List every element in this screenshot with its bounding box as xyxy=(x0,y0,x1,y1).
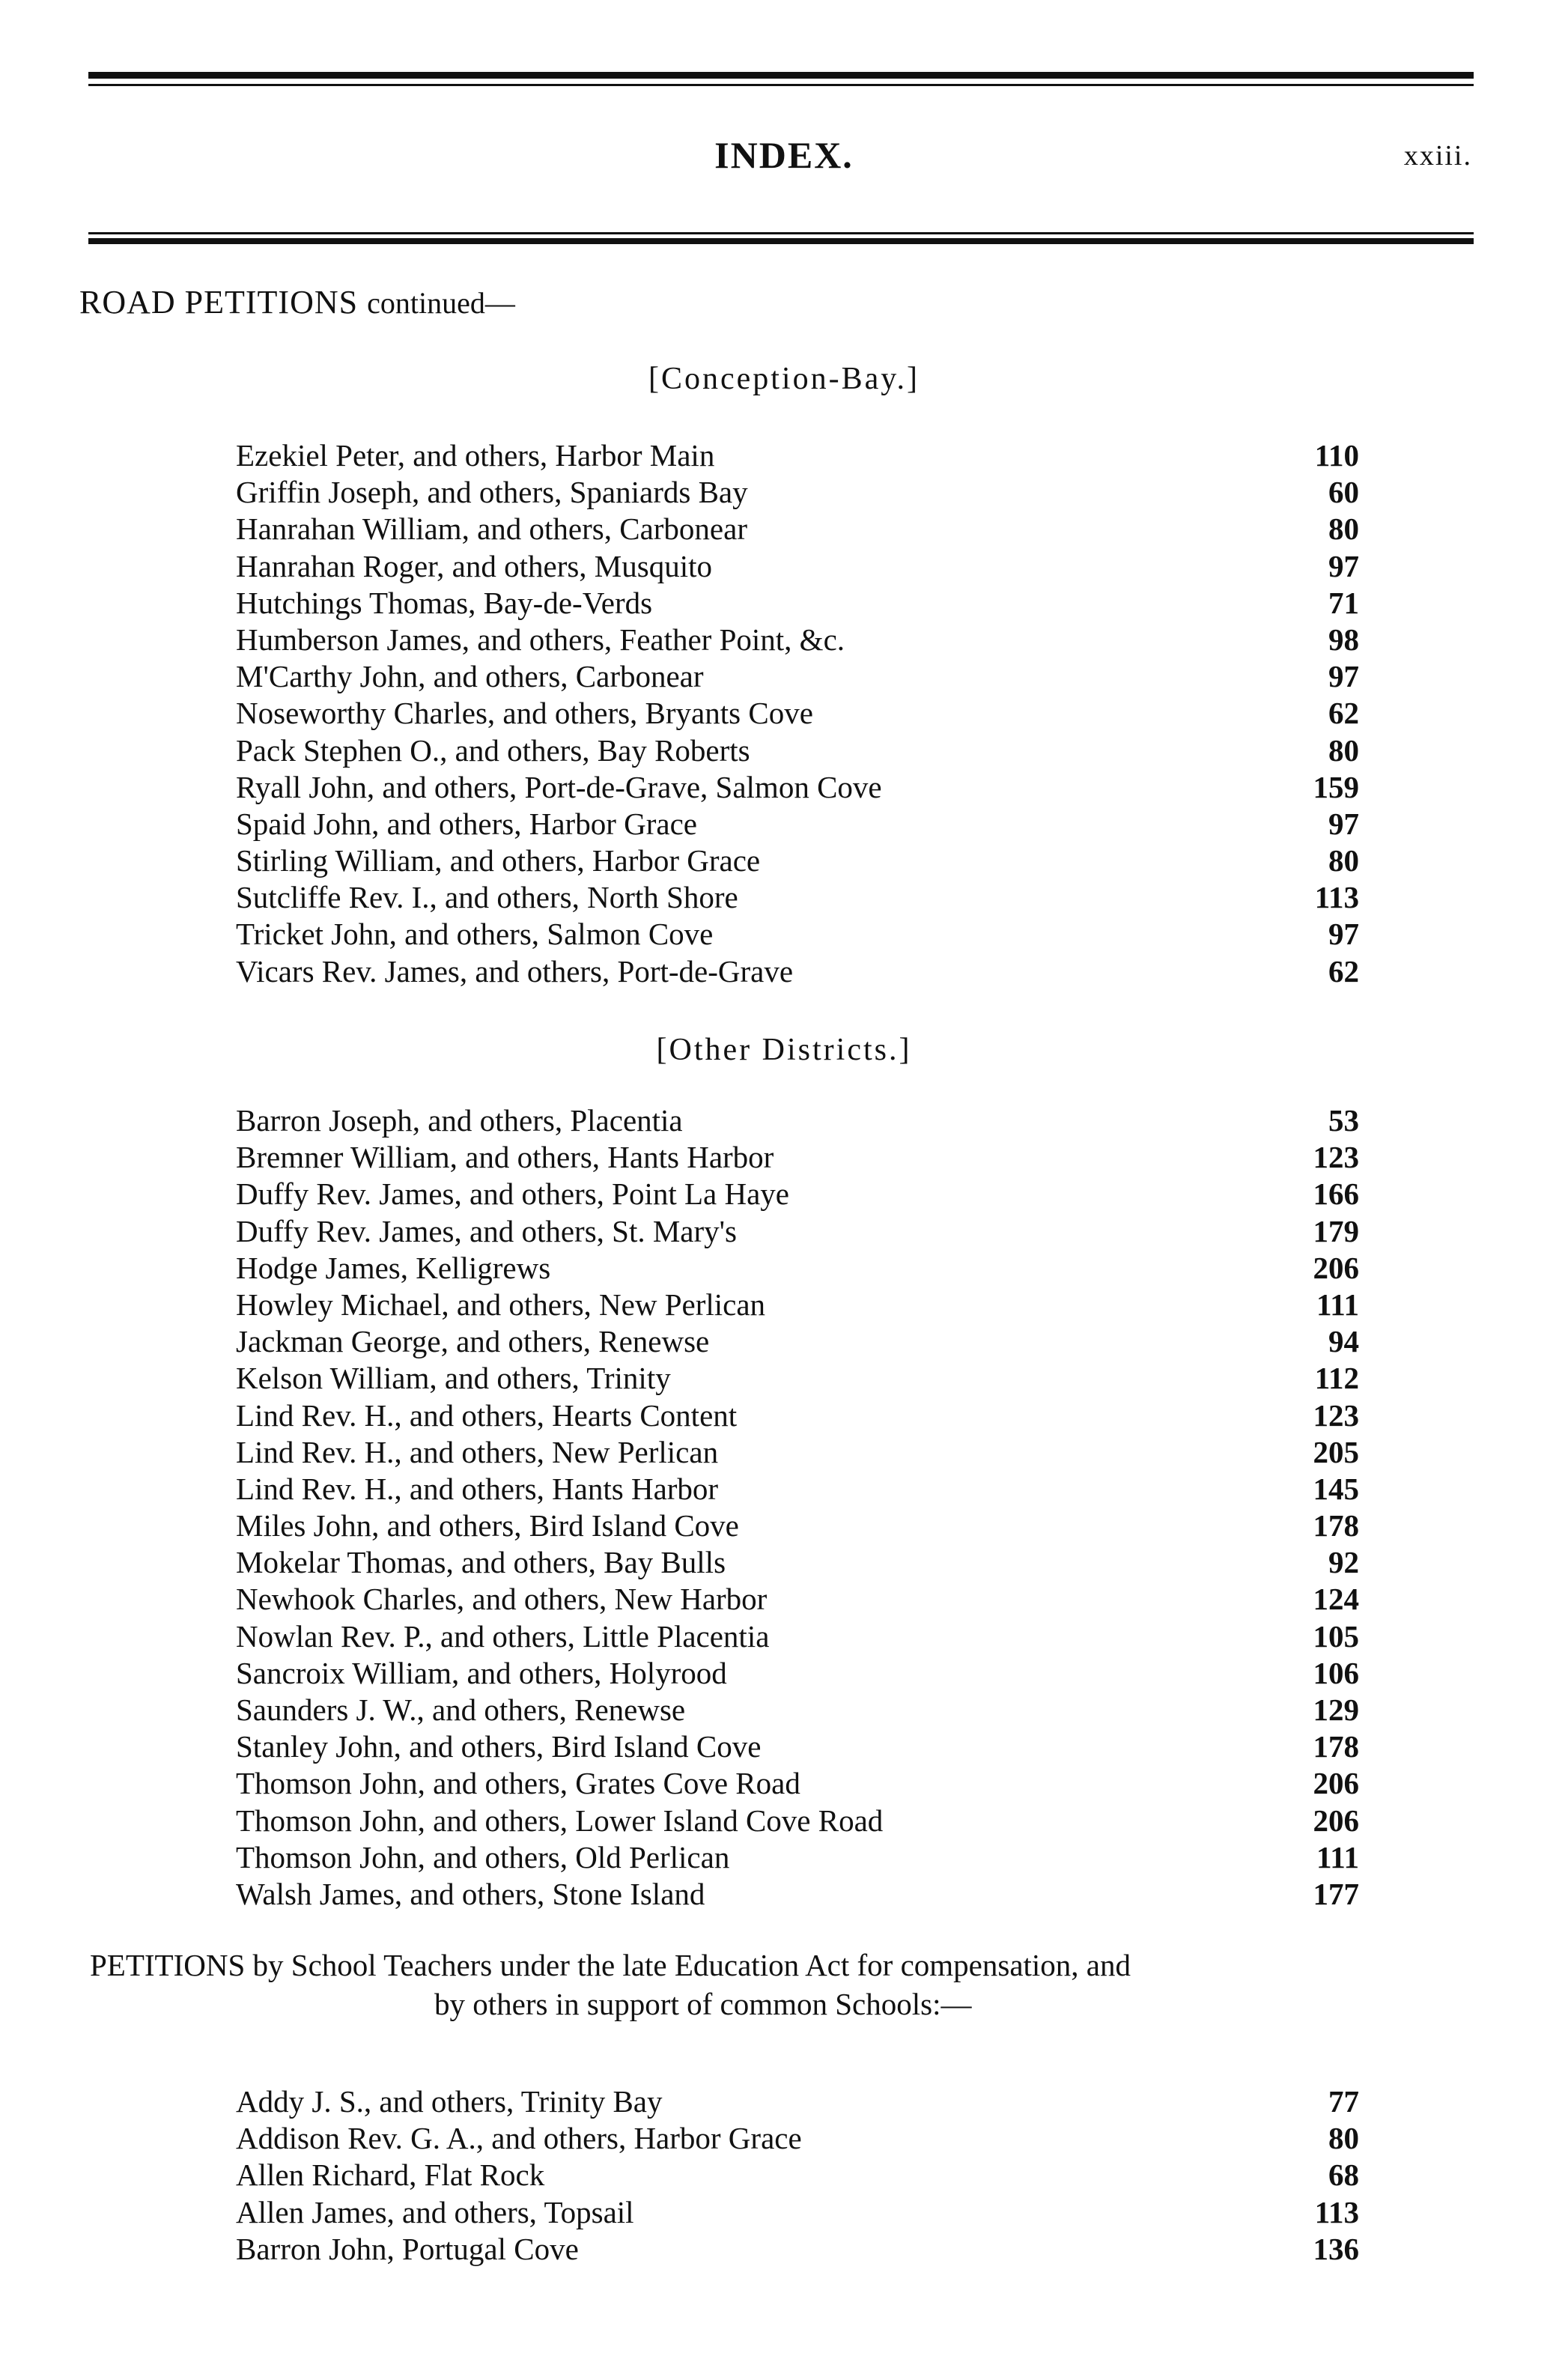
index-entry xyxy=(236,2120,1359,2157)
entry-page-number: 179 xyxy=(1313,1213,1359,1248)
entry-name: Hutchings Thomas, Bay-de-Verds xyxy=(236,585,653,620)
entry-name: Thomson John, and others, Old Perlican xyxy=(236,1839,730,1874)
road-petitions-heading-text: ROAD PETITIONS xyxy=(79,284,359,321)
entry-page-number: 62 xyxy=(1328,696,1359,731)
page-title: INDEX. xyxy=(714,134,854,176)
entry-name: Sutcliffe Rev. I., and others, North Shore xyxy=(236,880,738,915)
entry-name: Griffin Joseph, and others, Spaniards Bay xyxy=(236,475,748,510)
entry-name: Hodge James, Kelligrews xyxy=(236,1250,551,1285)
index-entry xyxy=(236,548,1359,585)
petitions-heading-line1: PETITIONS by School Teachers under the late Education Act for compensation, and xyxy=(90,1948,1131,1982)
entry-name: Walsh James, and others, Stone Island xyxy=(236,1876,705,1911)
entry-page-number: 112 xyxy=(1314,1361,1359,1396)
entry-page-number: 80 xyxy=(1328,511,1359,547)
index-entry xyxy=(236,1250,1359,1287)
index-entry xyxy=(236,1839,1359,1876)
entry-page-number: 177 xyxy=(1313,1876,1359,1911)
index-entry xyxy=(236,2083,1359,2120)
index-entry xyxy=(236,1213,1359,1250)
index-entry xyxy=(236,2157,1359,2193)
entry-page-number: 106 xyxy=(1313,1655,1359,1690)
group-title-conception-bay: [Conception-Bay.] xyxy=(648,362,920,396)
entry-name: Noseworthy Charles, and others, Bryants Cove xyxy=(236,696,813,731)
entry-name: Pack Stephen O., and others, Bay Roberts xyxy=(236,732,750,768)
entry-name: Spaid John, and others, Harbor Grace xyxy=(236,806,697,841)
petitions-heading xyxy=(90,1946,1483,2023)
entry-page-number: 178 xyxy=(1313,1729,1359,1764)
index-entry xyxy=(236,2194,1359,2231)
entry-page-number: 123 xyxy=(1313,1397,1359,1433)
entry-page-number: 53 xyxy=(1328,1103,1359,1138)
index-entry xyxy=(236,1692,1359,1728)
entry-page-number: 205 xyxy=(1313,1434,1359,1469)
entry-name: Hanrahan William, and others, Carbonear xyxy=(236,511,747,547)
entry-name: Howley Michael, and others, New Perlican xyxy=(236,1287,766,1322)
petitions-heading-line2: by others in support of common Schools:— xyxy=(434,1987,972,2021)
index-entry xyxy=(236,769,1359,806)
entry-page-number: 124 xyxy=(1313,1582,1359,1617)
entry-name: Bremner William, and others, Hants Harbor xyxy=(236,1140,774,1175)
entry-name: Kelson William, and others, Trinity xyxy=(236,1361,671,1396)
entry-page-number: 110 xyxy=(1314,438,1359,473)
index-entry xyxy=(236,806,1359,842)
road-petitions-heading-suffix: continued— xyxy=(367,286,515,320)
index-entry xyxy=(236,695,1359,732)
entry-name: Newhook Charles, and others, New Harbor xyxy=(236,1582,768,1617)
header-rule-thick xyxy=(88,238,1474,244)
index-entry xyxy=(236,1139,1359,1176)
road-petitions-heading xyxy=(79,283,515,321)
entry-name: Addy J. S., and others, Trinity Bay xyxy=(236,2084,663,2119)
index-entry xyxy=(236,1434,1359,1471)
entry-name: Miles John, and others, Bird Island Cove xyxy=(236,1508,739,1543)
index-entry xyxy=(236,585,1359,622)
entry-page-number: 62 xyxy=(1328,953,1359,989)
entry-page-number: 60 xyxy=(1328,475,1359,510)
entry-name: Duffy Rev. James, and others, St. Mary's xyxy=(236,1213,737,1248)
entry-page-number: 97 xyxy=(1328,548,1359,583)
index-entry xyxy=(236,1508,1359,1544)
entry-name: Thomson John, and others, Grates Cove Road xyxy=(236,1766,800,1801)
index-entry xyxy=(236,2231,1359,2268)
entry-list-conception-bay xyxy=(236,437,1359,990)
entry-page-number: 159 xyxy=(1313,769,1359,804)
top-rule-thick xyxy=(88,72,1474,79)
entry-page-number: 92 xyxy=(1328,1545,1359,1580)
index-entry xyxy=(236,842,1359,879)
entry-page-number: 136 xyxy=(1313,2231,1359,2266)
entry-name: Ryall John, and others, Port-de-Grave, Salmon Cove xyxy=(236,769,882,804)
entry-name: Mokelar Thomas, and others, Bay Bulls xyxy=(236,1545,726,1580)
entry-name: Barron John, Portugal Cove xyxy=(236,2231,579,2266)
entry-name: Hanrahan Roger, and others, Musquito xyxy=(236,548,713,583)
entry-name: Barron Joseph, and others, Placentia xyxy=(236,1103,683,1138)
entry-page-number: 68 xyxy=(1328,2158,1359,2193)
entry-name: Lind Rev. H., and others, Hants Harbor xyxy=(236,1471,719,1506)
index-entry xyxy=(236,1728,1359,1765)
group-title-other-districts: [Other Districts.] xyxy=(656,1033,912,1067)
index-entry xyxy=(236,953,1359,990)
entry-name: Allen James, and others, Topsail xyxy=(236,2194,634,2229)
entry-name: Lind Rev. H., and others, Hearts Content xyxy=(236,1397,738,1433)
entry-page-number: 97 xyxy=(1328,659,1359,694)
entry-name: Humberson James, and others, Feather Point, &c. xyxy=(236,622,845,657)
index-entry xyxy=(236,1581,1359,1618)
entry-page-number: 94 xyxy=(1328,1324,1359,1359)
index-entry xyxy=(236,916,1359,953)
index-entry xyxy=(236,1544,1359,1581)
entry-page-number: 77 xyxy=(1328,2084,1359,2119)
entry-name: Ezekiel Peter, and others, Harbor Main xyxy=(236,438,715,473)
entry-page-number: 113 xyxy=(1314,2194,1359,2229)
index-entry xyxy=(236,1803,1359,1839)
index-entry xyxy=(236,511,1359,547)
entry-name: M'Carthy John, and others, Carbonear xyxy=(236,659,704,694)
index-entry xyxy=(236,437,1359,474)
index-entry xyxy=(236,1287,1359,1323)
entry-page-number: 105 xyxy=(1313,1618,1359,1654)
top-rule-thin xyxy=(88,84,1474,86)
entry-page-number: 206 xyxy=(1313,1766,1359,1801)
index-entry xyxy=(236,732,1359,769)
entry-name: Thomson John, and others, Lower Island Cove Road xyxy=(236,1803,884,1838)
entry-name: Stirling William, and others, Harbor Grace xyxy=(236,843,761,878)
index-entry xyxy=(236,1876,1359,1913)
index-entry xyxy=(236,474,1359,511)
entry-name: Nowlan Rev. P., and others, Little Placentia xyxy=(236,1618,770,1654)
entry-page-number: 111 xyxy=(1316,1839,1359,1874)
entry-page-number: 98 xyxy=(1328,622,1359,657)
entry-name: Vicars Rev. James, and others, Port-de-Grave xyxy=(236,953,794,989)
entry-page-number: 97 xyxy=(1328,806,1359,841)
entry-page-number: 129 xyxy=(1313,1692,1359,1727)
entry-page-number: 80 xyxy=(1328,2121,1359,2156)
index-entry xyxy=(236,1471,1359,1508)
index-entry xyxy=(236,1765,1359,1802)
entry-page-number: 206 xyxy=(1313,1250,1359,1285)
entry-page-number: 80 xyxy=(1328,732,1359,768)
entry-page-number: 111 xyxy=(1316,1287,1359,1322)
entry-list-petitions xyxy=(236,2083,1359,2268)
entry-name: Stanley John, and others, Bird Island Cove xyxy=(236,1729,762,1764)
entry-name: Saunders J. W., and others, Renewse xyxy=(236,1692,686,1727)
entry-name: Jackman George, and others, Renewse xyxy=(236,1324,710,1359)
index-entry xyxy=(236,1176,1359,1212)
index-entry xyxy=(236,1655,1359,1692)
entry-name: Tricket John, and others, Salmon Cove xyxy=(236,917,714,952)
entry-page-number: 123 xyxy=(1313,1140,1359,1175)
entry-page-number: 113 xyxy=(1314,880,1359,915)
entry-name: Allen Richard, Flat Rock xyxy=(236,2158,545,2193)
index-entry xyxy=(236,1360,1359,1397)
entry-page-number: 206 xyxy=(1313,1803,1359,1838)
entry-name: Sancroix William, and others, Holyrood xyxy=(236,1655,727,1690)
page-number: xxiii. xyxy=(1403,140,1472,171)
entry-name: Duffy Rev. James, and others, Point La Haye xyxy=(236,1176,789,1212)
index-entry xyxy=(236,1323,1359,1360)
entry-page-number: 166 xyxy=(1313,1176,1359,1212)
index-entry xyxy=(236,622,1359,658)
entry-page-number: 80 xyxy=(1328,843,1359,878)
header-rule-thin xyxy=(88,232,1474,234)
index-entry xyxy=(236,1397,1359,1434)
entry-page-number: 145 xyxy=(1313,1471,1359,1506)
index-entry xyxy=(236,1102,1359,1139)
entry-page-number: 71 xyxy=(1328,585,1359,620)
entry-name: Addison Rev. G. A., and others, Harbor Grace xyxy=(236,2121,802,2156)
entry-name: Lind Rev. H., and others, New Perlican xyxy=(236,1434,719,1469)
entry-page-number: 178 xyxy=(1313,1508,1359,1543)
index-entry xyxy=(236,658,1359,695)
index-entry xyxy=(236,879,1359,916)
index-entry xyxy=(236,1618,1359,1655)
entry-page-number: 97 xyxy=(1328,917,1359,952)
entry-list-other-districts xyxy=(236,1102,1359,1913)
